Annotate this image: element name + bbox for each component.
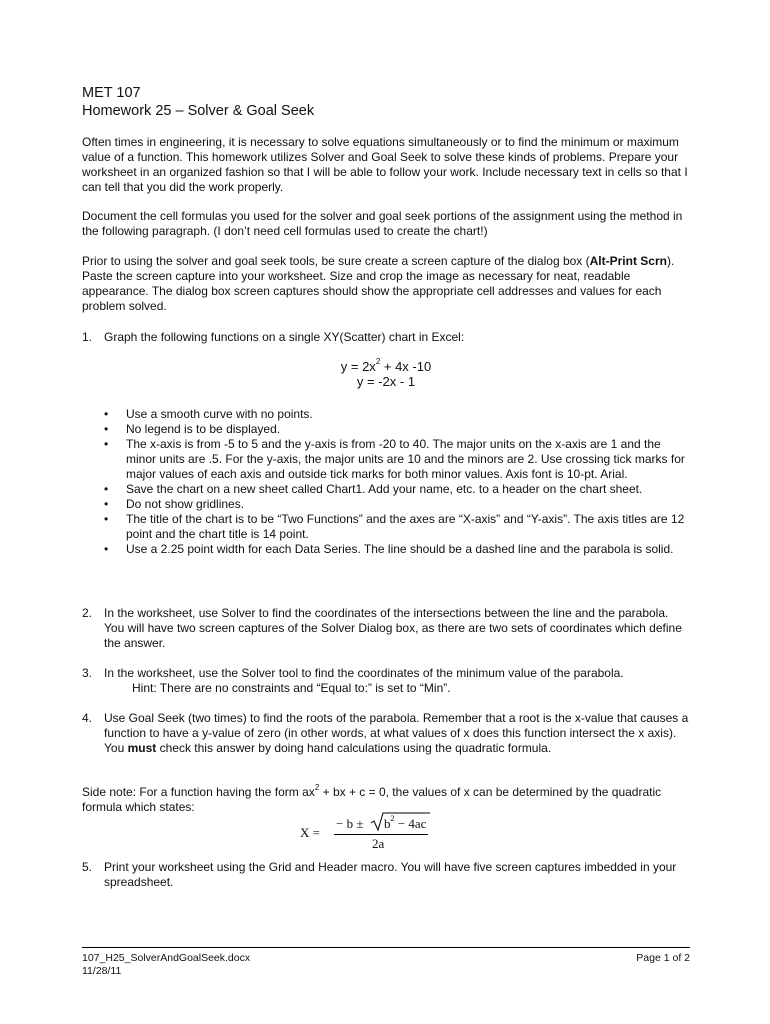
side-note-a: Side note: For a function having the form ax [82,785,315,799]
list-item: • Do not show gridlines. [104,497,690,512]
footer-filename: 107_H25_SolverAndGoalSeek.docx [82,952,251,964]
list-item: • The title of the chart is to be “Two Functions” and the axes are “X-axis” and “Y-axis”. The axis titles are 12 point and the chart title is 14 point. [104,512,690,542]
p3-text-b: ). Paste the screen capture into your worksheet. Size and crop the image as necessary for neat, readable appearance. The dialog box screen captures should show the appropriate cell addresses and values for each problem solved. [82,254,675,313]
side-note-b: + bx + c = 0, the values of x can be determined by the quadratic formula which states: [82,785,662,814]
list-item: • No legend is to be displayed. [104,422,690,437]
equations [82,359,690,389]
footer-divider [82,947,690,948]
formula-lhs: X = [300,825,320,840]
footer-date: 11/28/11 [82,965,122,977]
course-code: MET 107 [82,85,141,101]
intro-paragraph-2: Document the cell formulas you used for the solver and goal seek portions of the assignment using the method in the following paragraph. (I don’t need cell formulas used to create the chart!) [82,209,683,238]
footer-page-number: Page 1 of 2 [636,952,690,964]
side-note-sup: 2 [314,783,320,792]
formula-radicand: $b^2 - 4ac$ [384,814,427,831]
fraction-bar [334,834,428,835]
equation-line: y = -2x - 1 [356,374,416,389]
list-item: • Use a 2.25 point width for each Data Series. The line should be a dashed line and the parabola is solid. [104,542,690,557]
quadratic-formula [300,813,430,853]
footer-left [82,952,250,978]
item-3-number: 3. [82,666,93,680]
item-1-number: 1. [82,330,93,344]
item-2-text: In the worksheet, use Solver to find the coordinates of the intersections between the line and the parabola. You will have two screen captures of the Solver Dialog box, as there are two sets of coordinates which define the answer. [104,606,682,650]
item-4-text-a: Use Goal Seek (two times) to find the roots of the parabola. Remember that a root is the x-value that causes a function to have a y-value of zero (in other words, at what values of x does this function intersect the x axis). You [104,711,689,755]
item-3-text [104,666,690,696]
item-4-number: 4. [82,711,93,725]
formula-numerator-a: − b ± [336,816,364,831]
item-1-bullet-list [104,407,690,557]
item-1-text: Graph the following functions on a single XY(Scatter) chart in Excel: [104,330,465,344]
item-5-text: Print your worksheet using the Grid and Header macro. You will have five screen captures imbedded in your spreadsheet. [104,860,677,889]
intro-paragraph-1: Often times in engineering, it is necessary to solve equations simultaneously or to find the minimum or maximum value of a function. This homework utilizes Solver and Goal Seek to solve these kinds of problems. Prepare your worksheet in an organized fashion so that I will be able to follow your work. Include necessary text in cells so that I can tell that you did the work properly. [82,135,688,194]
p3-text-a: Prior to using the solver and goal seek tools, be sure create a screen capture of the dialog box ( [82,254,590,268]
homework-title: Homework 25 – Solver & Goal Seek [82,103,315,119]
list-item: • Save the chart on a new sheet called Chart1. Add your name, etc. to a header on the chart sheet. [104,482,690,497]
item-4-text-b: check this answer by doing hand calculations using the quadratic formula. [156,741,552,755]
item-2-number: 2. [82,606,93,620]
item-4-text [104,711,690,756]
item-5-number: 5. [82,860,93,874]
list-item: • The x-axis is from -5 to 5 and the y-axis is from -20 to 40. The major units on the x-axis are 1 and the minor units are .5. For the y-axis, the major units are 10 and the minors are 2. Use crossing tick marks for major values of each axis and outside tick marks for both minor values. Axis font is 10-pt. Arial. [104,437,690,482]
formula-denominator: 2a [372,836,385,851]
item-4-bold: must [127,741,157,755]
item-3-main: In the worksheet, use the Solver tool to find the coordinates of the minimum value of the parabola. [104,666,624,680]
intro-paragraph-3 [82,254,690,314]
document-title-block [82,84,314,120]
equation-parabola: $y = 2x^2 + 4x$ -10 [340,357,432,374]
item-3-hint: Hint: There are no constraints and “Equal to:” is set to “Min”. [132,681,451,695]
side-note [82,785,690,815]
p3-bold-keys: Alt-Print Scrn [589,254,667,268]
list-item: • Use a smooth curve with no points. [104,407,690,422]
